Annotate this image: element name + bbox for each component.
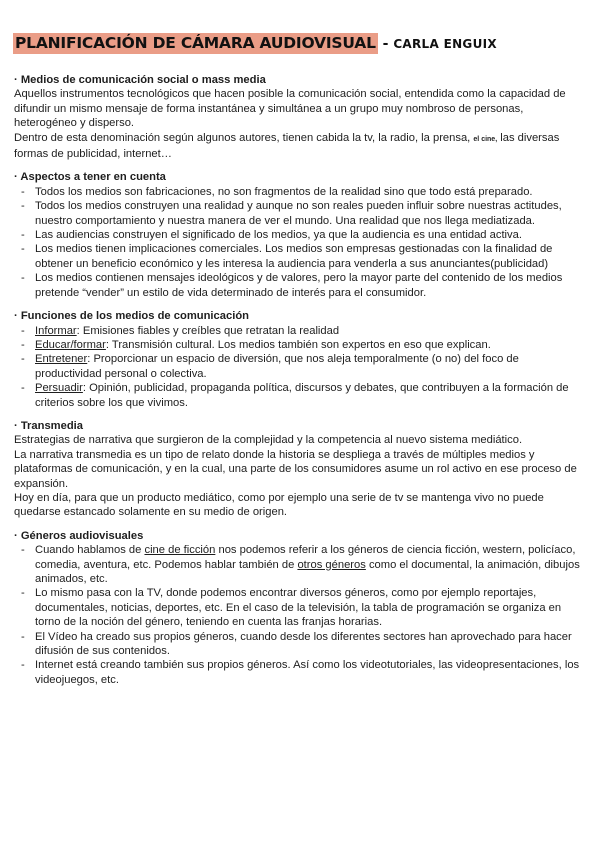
list-item <box>14 185 586 199</box>
list-item-text: Lo mismo pasa con la TV, donde podemos encontrar diversos géneros, como por ejemplo reportajes, documentales, noticias, deportes, etc. En el caso de la televisión, la tabla de programación se organiza en torno de la noción del género, teniendo en cuenta las franjas horarias. <box>35 587 562 629</box>
section-heading: · Transmedia <box>14 419 84 432</box>
list-item <box>14 352 586 381</box>
title-separator: - <box>377 36 394 52</box>
text-run: como el documental, la animación, dibujos animados, etc. <box>35 558 580 585</box>
document-author: CARLA ENGUIX <box>393 37 497 51</box>
function-text: : Opinión, publicidad, propaganda política, discursos y debates, que contribuyen a la formación de criterios sobre los que vivimos. <box>35 382 569 409</box>
section-heading: · Aspectos a tener en cuenta <box>14 171 166 184</box>
list-item-text: Los medios contienen mensajes ideológicos y de valores, pero la mayor parte del contenido de los medios pretende “vender” un estilo de vida determinado de interés para el consumidor. <box>35 272 563 299</box>
section-transmedia <box>14 419 586 520</box>
paragraph <box>14 131 586 162</box>
text-run: Dentro de esta denominación según algunos autores, tienen cabida la tv, la radio, la prensa, <box>14 131 474 144</box>
paragraph: Estrategias de narrativa que surgieron de la complejidad y la competencia al nuevo sistema mediático. <box>14 434 523 447</box>
function-text: : Proporcionar un espacio de diversión, que nos aleja temporalmente (o no) del foco de productividad personal o colectiva. <box>35 353 519 380</box>
bullet-dash: - <box>21 200 25 213</box>
function-text: : Transmisión cultural. Los medios también son expertos en eso que explican. <box>105 338 491 351</box>
bullet-dash: - <box>21 382 25 395</box>
list-item-text: El Vídeo ha creado sus propios géneros, cuando desde los diferentes sectores han aprovechado para hacer difusión de sus contenidos. <box>35 630 572 658</box>
paragraph: Hoy en día, para que un producto mediático, como por ejemplo una serie de tv se mantenga vivo no puede quedarse estancado solamente en su medio de origen. <box>14 491 544 519</box>
section-aspectos <box>14 170 586 300</box>
bullet-dash: - <box>21 324 25 337</box>
list-item <box>14 630 586 659</box>
list-item <box>14 242 586 271</box>
bullet-dash: - <box>21 630 25 643</box>
bullet-dash: - <box>21 229 25 242</box>
section-mass-media <box>14 73 586 161</box>
paragraph: La narrativa transmedia es un tipo de relato donde la historia se despliega a través de múltiples medios y plataformas de comunicación, y en la cual, una parte de los consumidores asume un rol activo en ese proceso de expansión. <box>14 448 577 490</box>
list-item <box>14 199 586 228</box>
document-title: PLANIFICACIÓN DE CÁMARA AUDIOVISUAL <box>15 34 376 52</box>
function-text: : Emisiones fiables y creíbles que retratan la realidad <box>76 324 340 337</box>
bullet-dash: - <box>21 338 25 351</box>
underlined-term: otros géneros <box>297 558 366 571</box>
bullet-dash: - <box>21 185 25 198</box>
text-run: las diversas formas de publicidad, internet… <box>14 131 560 161</box>
underlined-term: cine de ficción <box>144 544 216 557</box>
list-item-text: Todos los medios son fabricaciones, no son fragmentos de la realidad sino que todo está preparado. <box>35 185 533 198</box>
section-heading: · Funciones de los medios de comunicación <box>14 310 249 323</box>
document-body <box>14 73 586 696</box>
list-item <box>14 543 586 586</box>
bullet-list <box>14 324 586 410</box>
text-run-small: el cine, <box>473 135 498 143</box>
list-item-text: Todos los medios construyen una realidad y aunque no son reales pueden influir sobre nuestras actitudes, nuestro comportamiento y nuestra manera de ver el mundo. Una realidad que nos llega mediatizada. <box>35 200 562 227</box>
function-term: Educar/formar <box>35 338 106 351</box>
bullet-dash: - <box>21 243 25 256</box>
paragraph: Aquellos instrumentos tecnológicos que hacen posible la comunicación social, entendida como la capacidad de difundir un mismo mensaje de forma instantánea y simultánea a un grupo muy nombroso de personas, heterogéneo y disperso. <box>14 88 566 130</box>
bullet-dash: - <box>21 544 25 557</box>
list-item <box>14 381 586 410</box>
bullet-dash: - <box>21 659 25 672</box>
text-run: nos podemos referir a los géneros de ciencia ficción, western, policíaco, comedia, aventura, etc. Podemos hablar también de <box>35 544 576 571</box>
list-item-text: Los medios tienen implicaciones comerciales. Los medios son empresas gestionadas con la finalidad de obtener un beneficio económico y les interesa la audiencia para venderla a sus anunciantes(publicidad) <box>35 243 553 270</box>
list-item-text: Las audiencias construyen el significado de los medios, ya que la audiencia es una entidad activa. <box>35 229 522 242</box>
section-funciones <box>14 309 586 410</box>
list-item <box>14 271 586 300</box>
section-heading: · Medios de comunicación social o mass media <box>14 74 266 86</box>
list-item <box>14 338 586 352</box>
list-item <box>14 586 586 629</box>
bullet-dash: - <box>21 587 25 600</box>
title-row <box>13 34 497 53</box>
section-generos <box>14 529 586 687</box>
bullet-list <box>14 185 586 300</box>
function-term: Informar <box>35 324 77 337</box>
text-run: Cuando hablamos de <box>35 544 145 557</box>
bullet-dash: - <box>21 272 25 285</box>
list-item <box>14 658 586 687</box>
bullet-dash: - <box>21 353 25 366</box>
function-term: Entretener <box>35 353 88 366</box>
section-heading: · Géneros audiovisuales <box>14 529 144 542</box>
list-item <box>14 228 586 242</box>
function-term: Persuadir <box>35 382 83 395</box>
bullet-list <box>14 543 586 687</box>
list-item-text: Internet está creando también sus propios géneros. Así como los videotutoriales, las videopresentaciones, los videojuegos, etc. <box>35 659 580 686</box>
list-item <box>14 324 586 338</box>
